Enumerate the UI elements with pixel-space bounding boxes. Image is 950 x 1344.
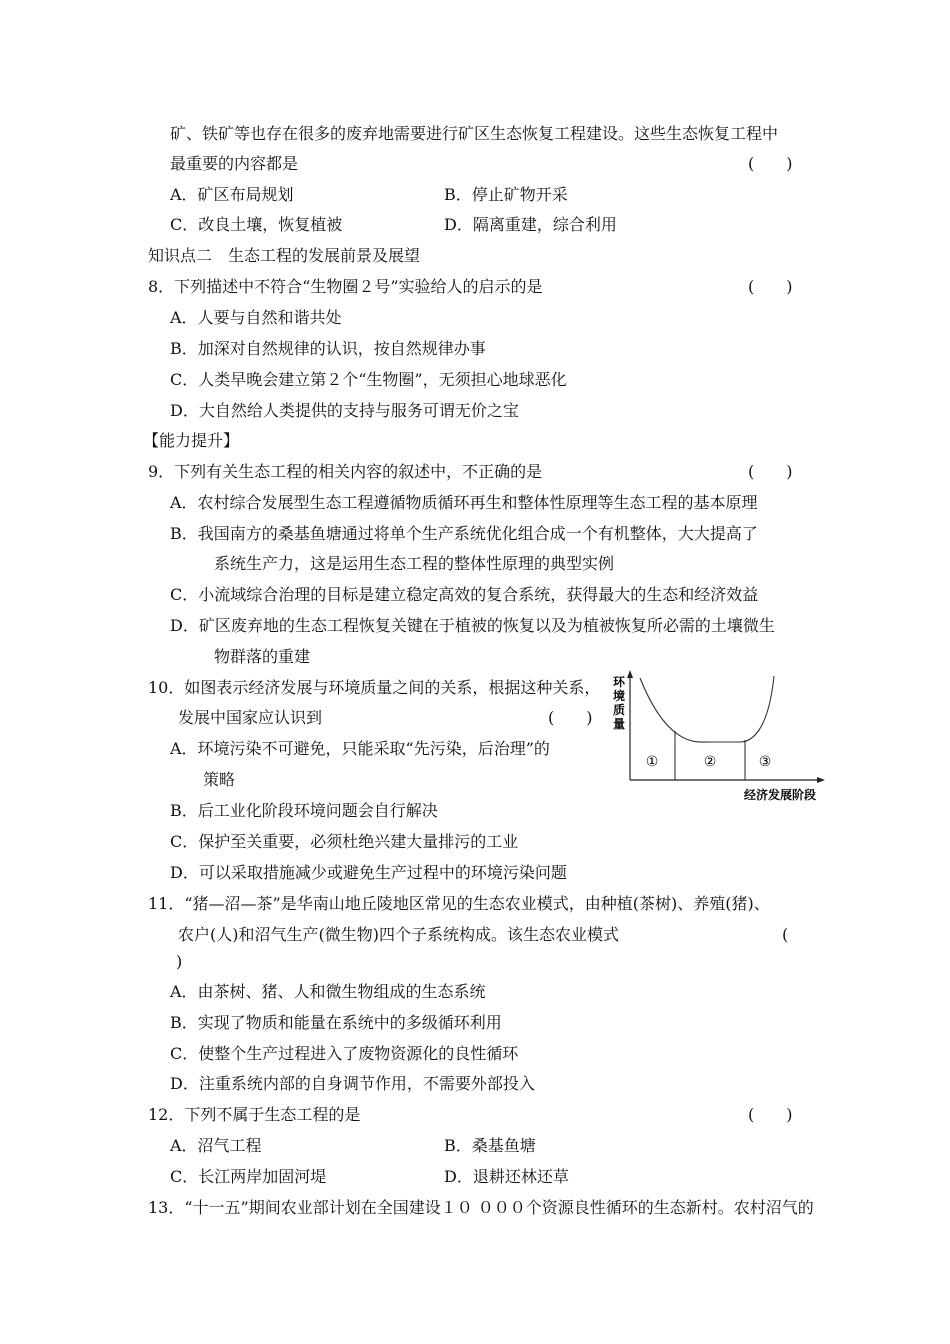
q8-option-a: A．人要与自然和谐共处 — [170, 308, 342, 327]
figure-stage-3: ③ — [758, 754, 772, 770]
q9-stem: 9．下列有关生态工程的相关内容的叙述中，不正确的是 — [148, 462, 543, 481]
q10-stem-line2: 发展中国家应认识到 — [178, 708, 323, 727]
q11-option-d: D．注重系统内部的自身调节作用，不需要外部投入 — [170, 1074, 535, 1093]
q8-option-c: C．人类早晚会建立第２个“生物圈”，无须担心地球恶化 — [170, 370, 567, 389]
q9-option-a: A．农村综合发展型生态工程遵循物质循环再生和整体性原理等生态工程的基本原理 — [170, 493, 758, 512]
q10-option-d: D．可以采取措施减少或避免生产过程中的环境污染问题 — [170, 863, 567, 882]
q7-option-a: A．矿区布局规划 — [170, 185, 294, 204]
q12-option-d: D．退耕还林还草 — [444, 1167, 569, 1186]
q9-option-c: C．小流域综合治理的目标是建立稳定高效的复合系统，获得最大的生态和经济效益 — [170, 585, 759, 604]
q10-option-b: B．后工业化阶段环境问题会自行解决 — [170, 801, 438, 820]
q9-answer-paren: ( ) — [748, 462, 793, 481]
q10-answer-paren: ( ) — [548, 708, 593, 727]
q11-paren-close: ) — [176, 952, 183, 971]
q10-option-c: C．保护至关重要，必须杜绝兴建大量排污的工业 — [170, 832, 519, 851]
figure-ylabel-4: 量 — [613, 717, 626, 731]
figure-y-arrow — [627, 670, 633, 678]
q7-stem-line1: 矿、铁矿等也存在很多的废弃地需要进行矿区生态恢复工程建设。这些生态恢复工程中 — [170, 124, 779, 143]
q10-option-a-line1: A．环境污染不可避免，只能采取“先污染，后治理”的 — [170, 739, 550, 758]
q11-option-a: A．由茶树、猪、人和微生物组成的生态系统 — [170, 982, 486, 1001]
q7-option-d: D．隔离重建，综合利用 — [444, 215, 617, 234]
q11-option-c: C．使整个生产过程进入了废物资源化的良性循环 — [170, 1044, 519, 1063]
q12-answer-paren: ( ) — [748, 1105, 793, 1124]
figure-xlabel: 经济发展阶段 — [743, 788, 816, 802]
q11-stem-line2: 农户(人)和沼气生产(微生物)四个子系统构成。该生态农业模式 — [178, 925, 619, 944]
q9-option-d-line2: 物群落的重建 — [214, 647, 311, 666]
q7-option-b: B．停止矿物开采 — [444, 185, 568, 204]
q9-option-b-line1: B．我国南方的桑基鱼塘通过将单个生产系统优化组合成一个有机整体，大大提高了 — [170, 524, 758, 543]
figure-stage-2: ② — [703, 754, 717, 770]
q7-answer-paren: ( ) — [748, 154, 793, 173]
figure-stage-1: ① — [645, 754, 659, 770]
q8-answer-paren: ( ) — [748, 277, 793, 296]
q10-stem-line1: 10．如图表示经济发展与环境质量之间的关系，根据这种关系， — [148, 678, 601, 697]
q7-option-c: C．改良土壤，恢复植被 — [170, 215, 343, 234]
q8-stem: 8．下列描述中不符合“生物圈２号”实验给人的启示的是 — [148, 277, 543, 296]
q12-option-c: C．长江两岸加固河堤 — [170, 1167, 327, 1186]
figure-ylabel-2: 境 — [613, 689, 626, 703]
q9-option-b-line2: 系统生产力，这是运用生态工程的整体性原理的典型实例 — [214, 554, 615, 573]
section-heading-3: 【能力提升】 — [143, 431, 240, 450]
q10-option-a-line2: 策略 — [203, 770, 236, 789]
q9-option-d-line1: D．矿区废弃地的生态工程恢复关键在于植被的恢复以及为植被恢复所必需的土壤微生 — [170, 616, 775, 635]
q12-stem: 12．下列不属于生态工程的是 — [148, 1105, 361, 1124]
section-heading-2: 知识点二 生态工程的发展前景及展望 — [148, 246, 421, 265]
q11-option-b: B．实现了物质和能量在系统中的多级循环利用 — [170, 1013, 502, 1032]
q11-paren-open: ( — [782, 925, 789, 944]
q13-stem-line1: 13．“十一五”期间农业部计划在全国建设１０ ０００个资源良性循环的生态新村。农村沼气的 — [148, 1198, 814, 1217]
q12-option-a: A．沼气工程 — [170, 1136, 262, 1155]
q10-figure — [608, 668, 826, 806]
q12-option-b: B．桑基鱼塘 — [444, 1136, 536, 1155]
q7-stem-line2: 最重要的内容都是 — [170, 154, 299, 173]
figure-x-arrow — [817, 777, 825, 783]
q8-option-b: B．加深对自然规律的认识，按自然规律办事 — [170, 339, 486, 358]
figure-ylabel-1: 环 — [613, 675, 626, 689]
figure-ylabel-3: 质 — [613, 703, 626, 717]
q8-option-d: D．大自然给人类提供的支持与服务可谓无价之宝 — [170, 401, 519, 420]
figure-environment-curve — [640, 676, 774, 742]
q11-stem-line1: 11．“猪—沼—茶”是华南山地丘陵地区常见的生态农业模式，由种植(茶树)、养殖(猪)、 — [148, 894, 770, 913]
